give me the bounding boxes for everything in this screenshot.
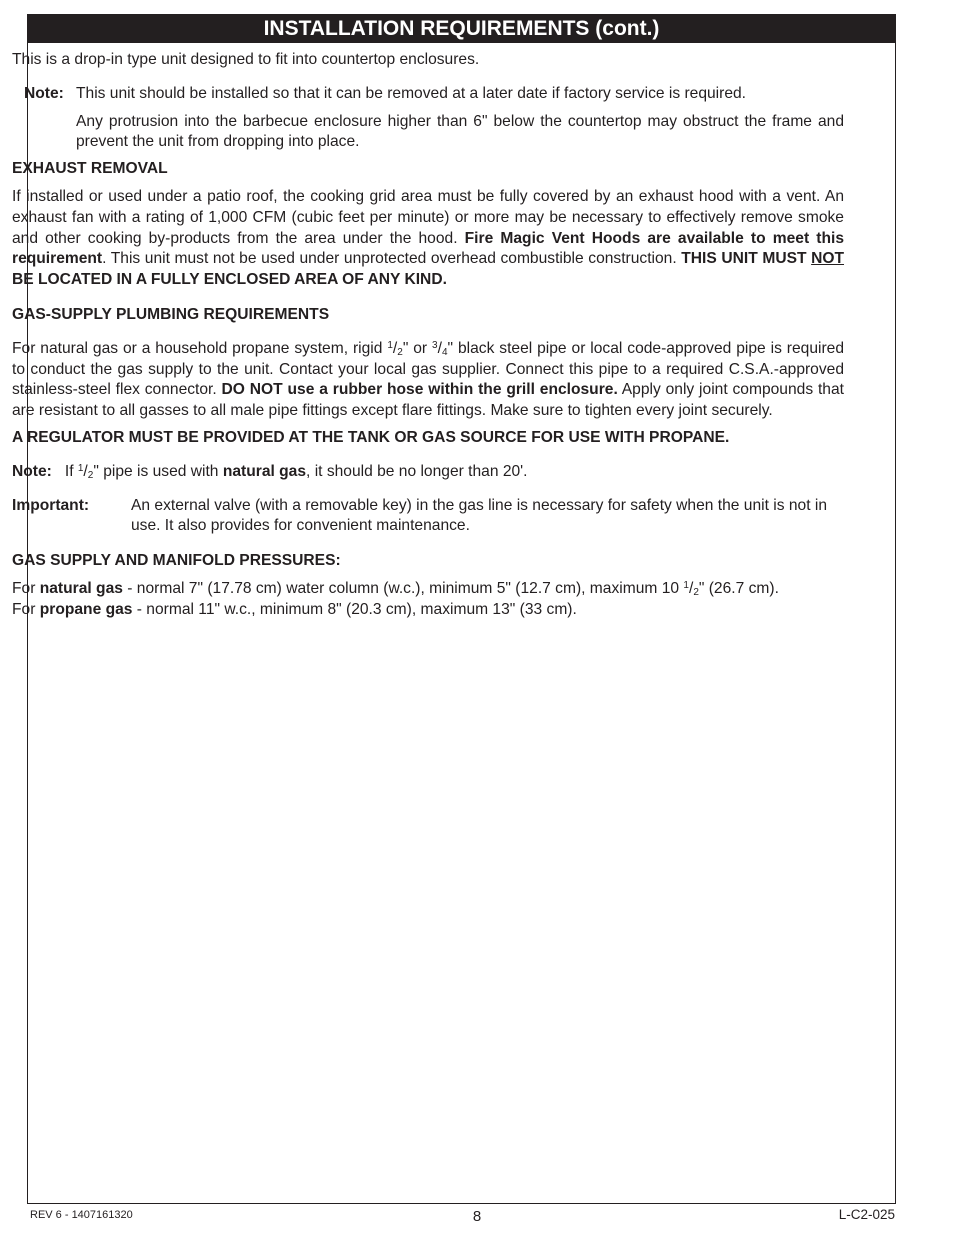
fraction-denominator: 2 [87, 469, 94, 481]
exhaust-bold-1: Fire Magic Vent Hoods are available to meet this requirement [12, 229, 844, 268]
note2-text-2: " pipe is used with [93, 462, 223, 480]
exhaust-bold-2: THIS UNIT MUST [681, 250, 812, 268]
plumbing-text-2: " or [402, 339, 433, 357]
intro-text: This is a drop-in type unit designed to fit into countertop enclosures. [12, 51, 480, 68]
pressures-heading: GAS SUPPLY AND MANIFOLD PRESSURES: [12, 552, 341, 570]
important-block [12, 496, 844, 538]
pressure-lp-bold: propane gas [39, 600, 133, 618]
revision-label: REV 6 - 1407161320 [30, 1209, 133, 1221]
plumbing-text-4: Apply only joint compounds that are resistant to all gasses to all male pipe fittings except flare fittings. Make sure to tighten every joint securely. [12, 381, 844, 420]
plumbing-bold: DO NOT use a rubber hose within the grill enclosure. [221, 381, 618, 399]
note-text-protrusion: Any protrusion into the barbecue enclosure higher than 6" below the countertop may obstruct the frame and prevent the unit from dropping into place. [76, 112, 844, 151]
page-number: 8 [472, 1208, 482, 1225]
note2-text-3: , it should be no longer than 20'. [306, 462, 528, 480]
note-label: Note: [24, 84, 64, 102]
pressure-ng-text-2: " (26.7 cm). [698, 579, 779, 597]
important-text: An external valve (with a removable key) in the gas line is necessary for safety when the unit is not in use. It also provides for convenient maintenance. [131, 496, 828, 535]
exhaust-text-2: . This unit must not be used under unprotected overhead combustible construction. [102, 250, 682, 268]
fraction-numerator: 1 [77, 462, 84, 474]
note2-bold: natural gas [222, 462, 307, 480]
note-natural-gas: Note: If $^1/_2$" pipe is used with natural gas, it should be no longer than 20'. [12, 462, 528, 481]
fraction-numerator: 3 [432, 339, 438, 351]
fraction-numerator: 1 [683, 579, 689, 591]
fraction-numerator: 1 [387, 339, 393, 351]
important-label: Important: [12, 496, 90, 514]
note-label: Note: [12, 462, 52, 480]
plumbing-text-1: For natural gas or a household propane system, rigid [12, 339, 388, 357]
fraction-denominator: 2 [693, 586, 699, 598]
section-header: INSTALLATION REQUIREMENTS (cont.) [28, 15, 895, 43]
exhaust-paragraph [12, 187, 844, 291]
exhaust-bold-3: BE LOCATED IN A FULLY ENCLOSED AREA OF ANY KIND. [12, 271, 447, 289]
plumbing-heading: GAS-SUPPLY PLUMBING REQUIREMENTS [12, 305, 330, 323]
pressure-lp-prefix: For [12, 600, 40, 618]
pressure-natural-gas: For natural gas - normal 7" (17.78 cm) water column (w.c.), minimum 5" (12.7 cm), maximum 10 $^1/_2$" (26.7 cm). [12, 579, 779, 598]
exhaust-text-1: If installed or used under a patio roof, the cooking grid area must be fully covered by an exhaust hood with a vent. An exhaust fan with a rating of 1,000 CFM (cubic feet per minute) or more may be necessary to effectively remove smoke and other cooking by-products from the area under the hood. [12, 187, 844, 247]
regulator-warning: A REGULATOR MUST BE PROVIDED AT THE TANK OR GAS SOURCE FOR USE WITH PROPANE. [12, 428, 730, 446]
fraction-denominator: 4 [441, 346, 448, 358]
pressure-ng-prefix: For [12, 579, 40, 597]
plumbing-text-3: " black steel pipe or local code-approved pipe is required to conduct the gas supply to the unit. Contact your local gas supplier. Connect this pipe to a required C.S.A.-approved stainless-steel flex connector. [12, 339, 845, 399]
content-body [12, 44, 844, 621]
document-code: L-C2-025 [838, 1207, 895, 1222]
plumbing-paragraph: For natural gas or a household propane system, rigid $^1/_2$" or $^3/_4$" black steel pipe or local code-approved pipe is required to conduct the gas supply to the unit. Contact your local gas supplier. Connect this pipe to a required C.S.A.-approved stainless-steel flex connector. DO NOT use a rubber hose within the grill enclosure. Apply only joint compounds that are resistant to all gasses to all male pipe fittings except flare fittings. Make sure to tighten every joint securely. [12, 339, 845, 420]
fraction-denominator: 2 [397, 346, 403, 358]
note-text: This unit should be installed so that it can be removed at a later date if factory service is required. [76, 84, 747, 102]
pressure-propane [12, 600, 844, 621]
pressure-lp-text: - normal 11" w.c., minimum 8" (20.3 cm), maximum 13" (33 cm). [132, 600, 577, 618]
note2-text-1: If [64, 462, 78, 480]
exhaust-heading: EXHAUST REMOVAL [12, 160, 168, 178]
exhaust-underlined: NOT [811, 250, 845, 268]
note-block [12, 84, 844, 105]
pressure-ng-bold: natural gas [39, 579, 123, 597]
pressure-ng-text: - normal 7" (17.78 cm) water column (w.c.), minimum 5" (12.7 cm), maximum 10 [122, 579, 684, 597]
